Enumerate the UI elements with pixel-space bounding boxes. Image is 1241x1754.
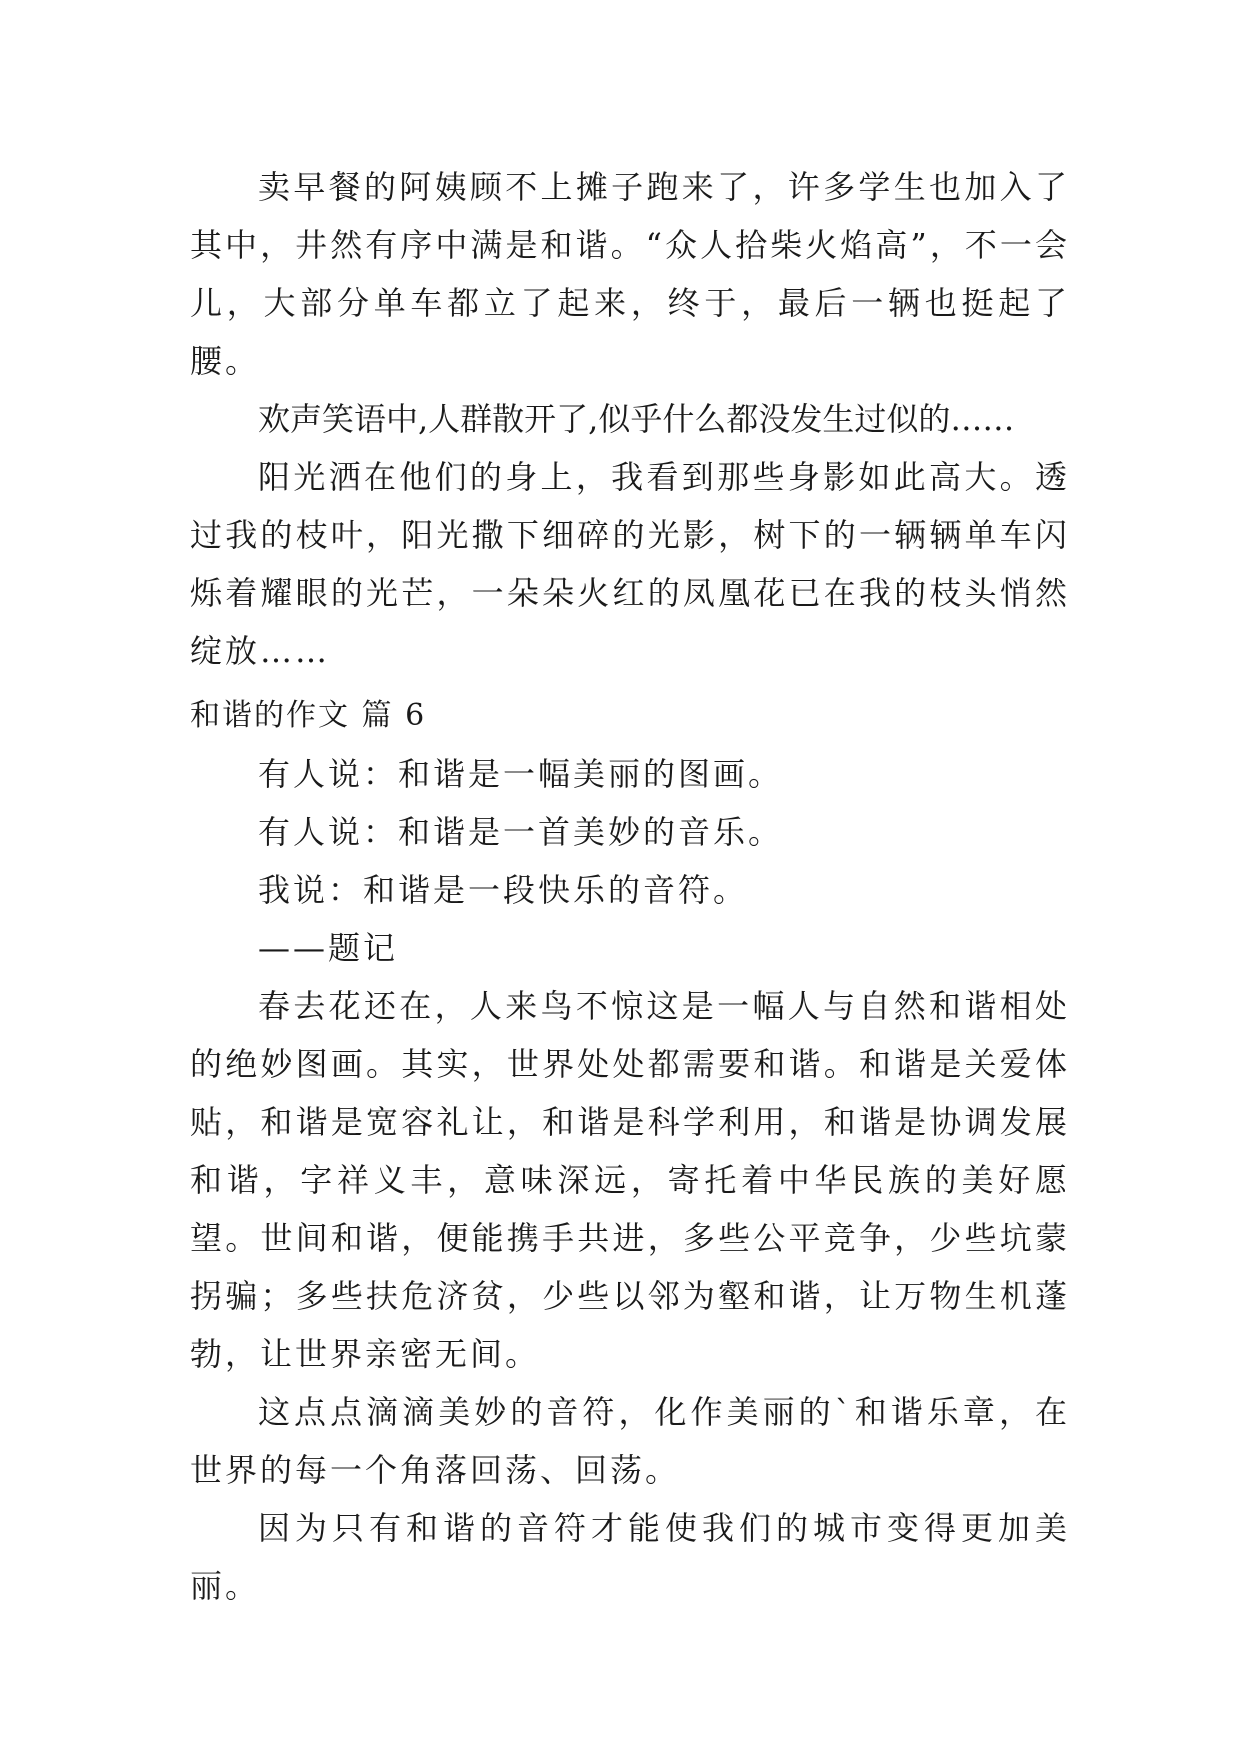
- paragraph-someone-says-picture: 有人说：和谐是一幅美丽的图画。: [258, 755, 784, 793]
- paragraph-breakfast-vendor: 卖早餐的阿姨顾不上摊子跑来了，许多学生也加入了其中，井然有序中满是和谐。“众人拾柴火焰高”，不一会儿，大部分单车都立了起来，终于，最后一辆也挺起了腰。: [190, 168, 1070, 380]
- essay-section-6: [190, 687, 1070, 1615]
- paragraph-crowd-disperses: 欢声笑语中,人群散开了,似乎什么都没发生过似的……: [258, 400, 1015, 438]
- paragraph-city-beautiful: 因为只有和谐的音符才能使我们的城市变得更加美丽。: [190, 1509, 1070, 1605]
- paragraph-i-say: 我说：和谐是一段快乐的音符。: [258, 871, 749, 909]
- essay-section-continued: [190, 158, 1070, 680]
- essay-heading: 和谐的作文 篇 6: [190, 698, 427, 733]
- paragraph-spring-flowers: 春去花还在，人来鸟不惊这是一幅人与自然和谐相处的绝妙图画。其实，世界处处都需要和谐。和谐是关爱体贴，和谐是宽容礼让，和谐是科学利用，和谐是协调发展和谐，字祥义丰，意味深远，寄托着中华民族的美好愿望。世间和谐，便能携手共进，多些公平竞争，少些坑蒙拐骗；多些扶危济贫，少些以邻为壑和谐，让万物生机蓬勃，让世界亲密无间。: [190, 987, 1070, 1373]
- paragraph-someone-says-music: 有人说：和谐是一首美妙的音乐。: [258, 813, 784, 851]
- paragraph-epigraph-note: ——题记: [258, 929, 399, 967]
- paragraph-sunlight: 阳光洒在他们的身上，我看到那些身影如此高大。透过我的枝叶，阳光撒下细碎的光影，树下的一辆辆单车闪烁着耀眼的光芒，一朵朵火红的凤凰花已在我的枝头悄然绽放……: [190, 458, 1070, 670]
- paragraph-notes-become-music: 这点点滴滴美妙的音符，化作美丽的`和谐乐章，在世界的每一个角落回荡、回荡。: [190, 1393, 1070, 1489]
